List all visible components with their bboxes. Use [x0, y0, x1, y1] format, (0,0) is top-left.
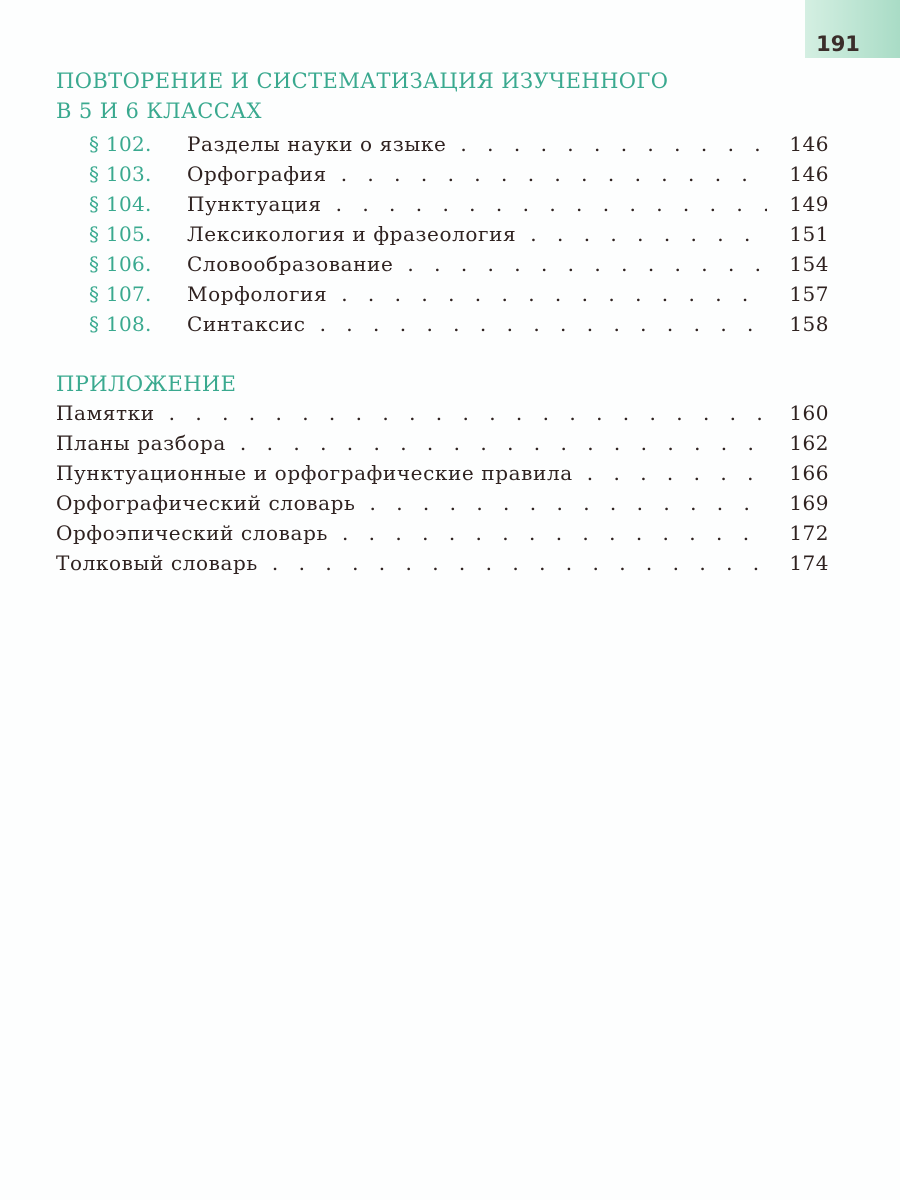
entry-page-number: 149 — [789, 192, 829, 216]
page-number: 191 — [816, 32, 860, 56]
toc-entry[interactable] — [89, 159, 829, 189]
toc-entry[interactable] — [56, 548, 829, 578]
entry-title: Синтаксис — [187, 312, 306, 336]
paragraph-number: § 102. — [89, 132, 152, 156]
dot-leader — [169, 398, 767, 428]
entry-title: Пунктуация — [187, 192, 322, 216]
toc-entry[interactable] — [89, 279, 829, 309]
section-heading-appendix: ПРИЛОЖЕНИЕ — [56, 372, 237, 396]
toc-entry[interactable] — [56, 488, 829, 518]
paragraph-number: § 104. — [89, 192, 152, 216]
entry-title: Лексикология и фразеология — [187, 222, 517, 246]
entry-page-number: 169 — [789, 491, 829, 515]
paragraph-number: § 106. — [89, 252, 152, 276]
entry-page-number: 158 — [789, 312, 829, 336]
entry-title: Толковый словарь — [56, 551, 258, 575]
toc-entry[interactable] — [56, 518, 829, 548]
dot-leader — [369, 488, 767, 518]
entry-page-number: 160 — [789, 401, 829, 425]
paragraph-number: § 108. — [89, 312, 152, 336]
entry-page-number: 166 — [789, 461, 829, 485]
entry-title: Разделы науки о языке — [187, 132, 447, 156]
entry-title: Планы разбора — [56, 431, 226, 455]
toc-entry[interactable] — [89, 129, 829, 159]
entry-page-number: 146 — [789, 162, 829, 186]
toc-entry[interactable] — [56, 398, 829, 428]
entry-title: Орфоэпический словарь — [56, 521, 328, 545]
paragraph-number: § 103. — [89, 162, 152, 186]
toc-entry[interactable] — [89, 309, 829, 339]
entry-page-number: 154 — [789, 252, 829, 276]
section-heading-line2: В 5 И 6 КЛАССАХ — [56, 99, 262, 123]
paragraph-number: § 107. — [89, 282, 152, 306]
section-heading-review — [56, 66, 668, 126]
dot-leader — [460, 129, 767, 159]
toc-entry[interactable] — [56, 458, 829, 488]
dot-leader — [530, 219, 767, 249]
entry-title: Пунктуационные и орфографические правила — [56, 461, 573, 485]
entry-page-number: 162 — [789, 431, 829, 455]
entry-page-number: 174 — [789, 551, 829, 575]
section-heading-line1: ПОВТОРЕНИЕ И СИСТЕМАТИЗАЦИЯ ИЗУЧЕННОГО — [56, 69, 669, 93]
entry-page-number: 157 — [789, 282, 829, 306]
dot-leader — [240, 428, 767, 458]
dot-leader — [341, 279, 767, 309]
dot-leader — [342, 518, 767, 548]
entry-page-number: 172 — [789, 521, 829, 545]
toc-entry[interactable] — [56, 428, 829, 458]
entry-title: Словообразование — [187, 252, 394, 276]
dot-leader — [336, 189, 767, 219]
entry-title: Орфографический словарь — [56, 491, 356, 515]
toc-entry[interactable] — [89, 219, 829, 249]
toc-entry[interactable] — [89, 249, 829, 279]
entry-page-number: 146 — [789, 132, 829, 156]
entry-title: Орфография — [187, 162, 327, 186]
dot-leader — [272, 548, 767, 578]
entry-page-number: 151 — [789, 222, 829, 246]
toc-entry[interactable] — [89, 189, 829, 219]
dot-leader — [407, 249, 767, 279]
entry-title: Морфология — [187, 282, 328, 306]
entry-title: Памятки — [56, 401, 155, 425]
dot-leader — [341, 159, 767, 189]
dot-leader — [320, 309, 767, 339]
paragraph-number: § 105. — [89, 222, 152, 246]
dot-leader — [587, 458, 767, 488]
